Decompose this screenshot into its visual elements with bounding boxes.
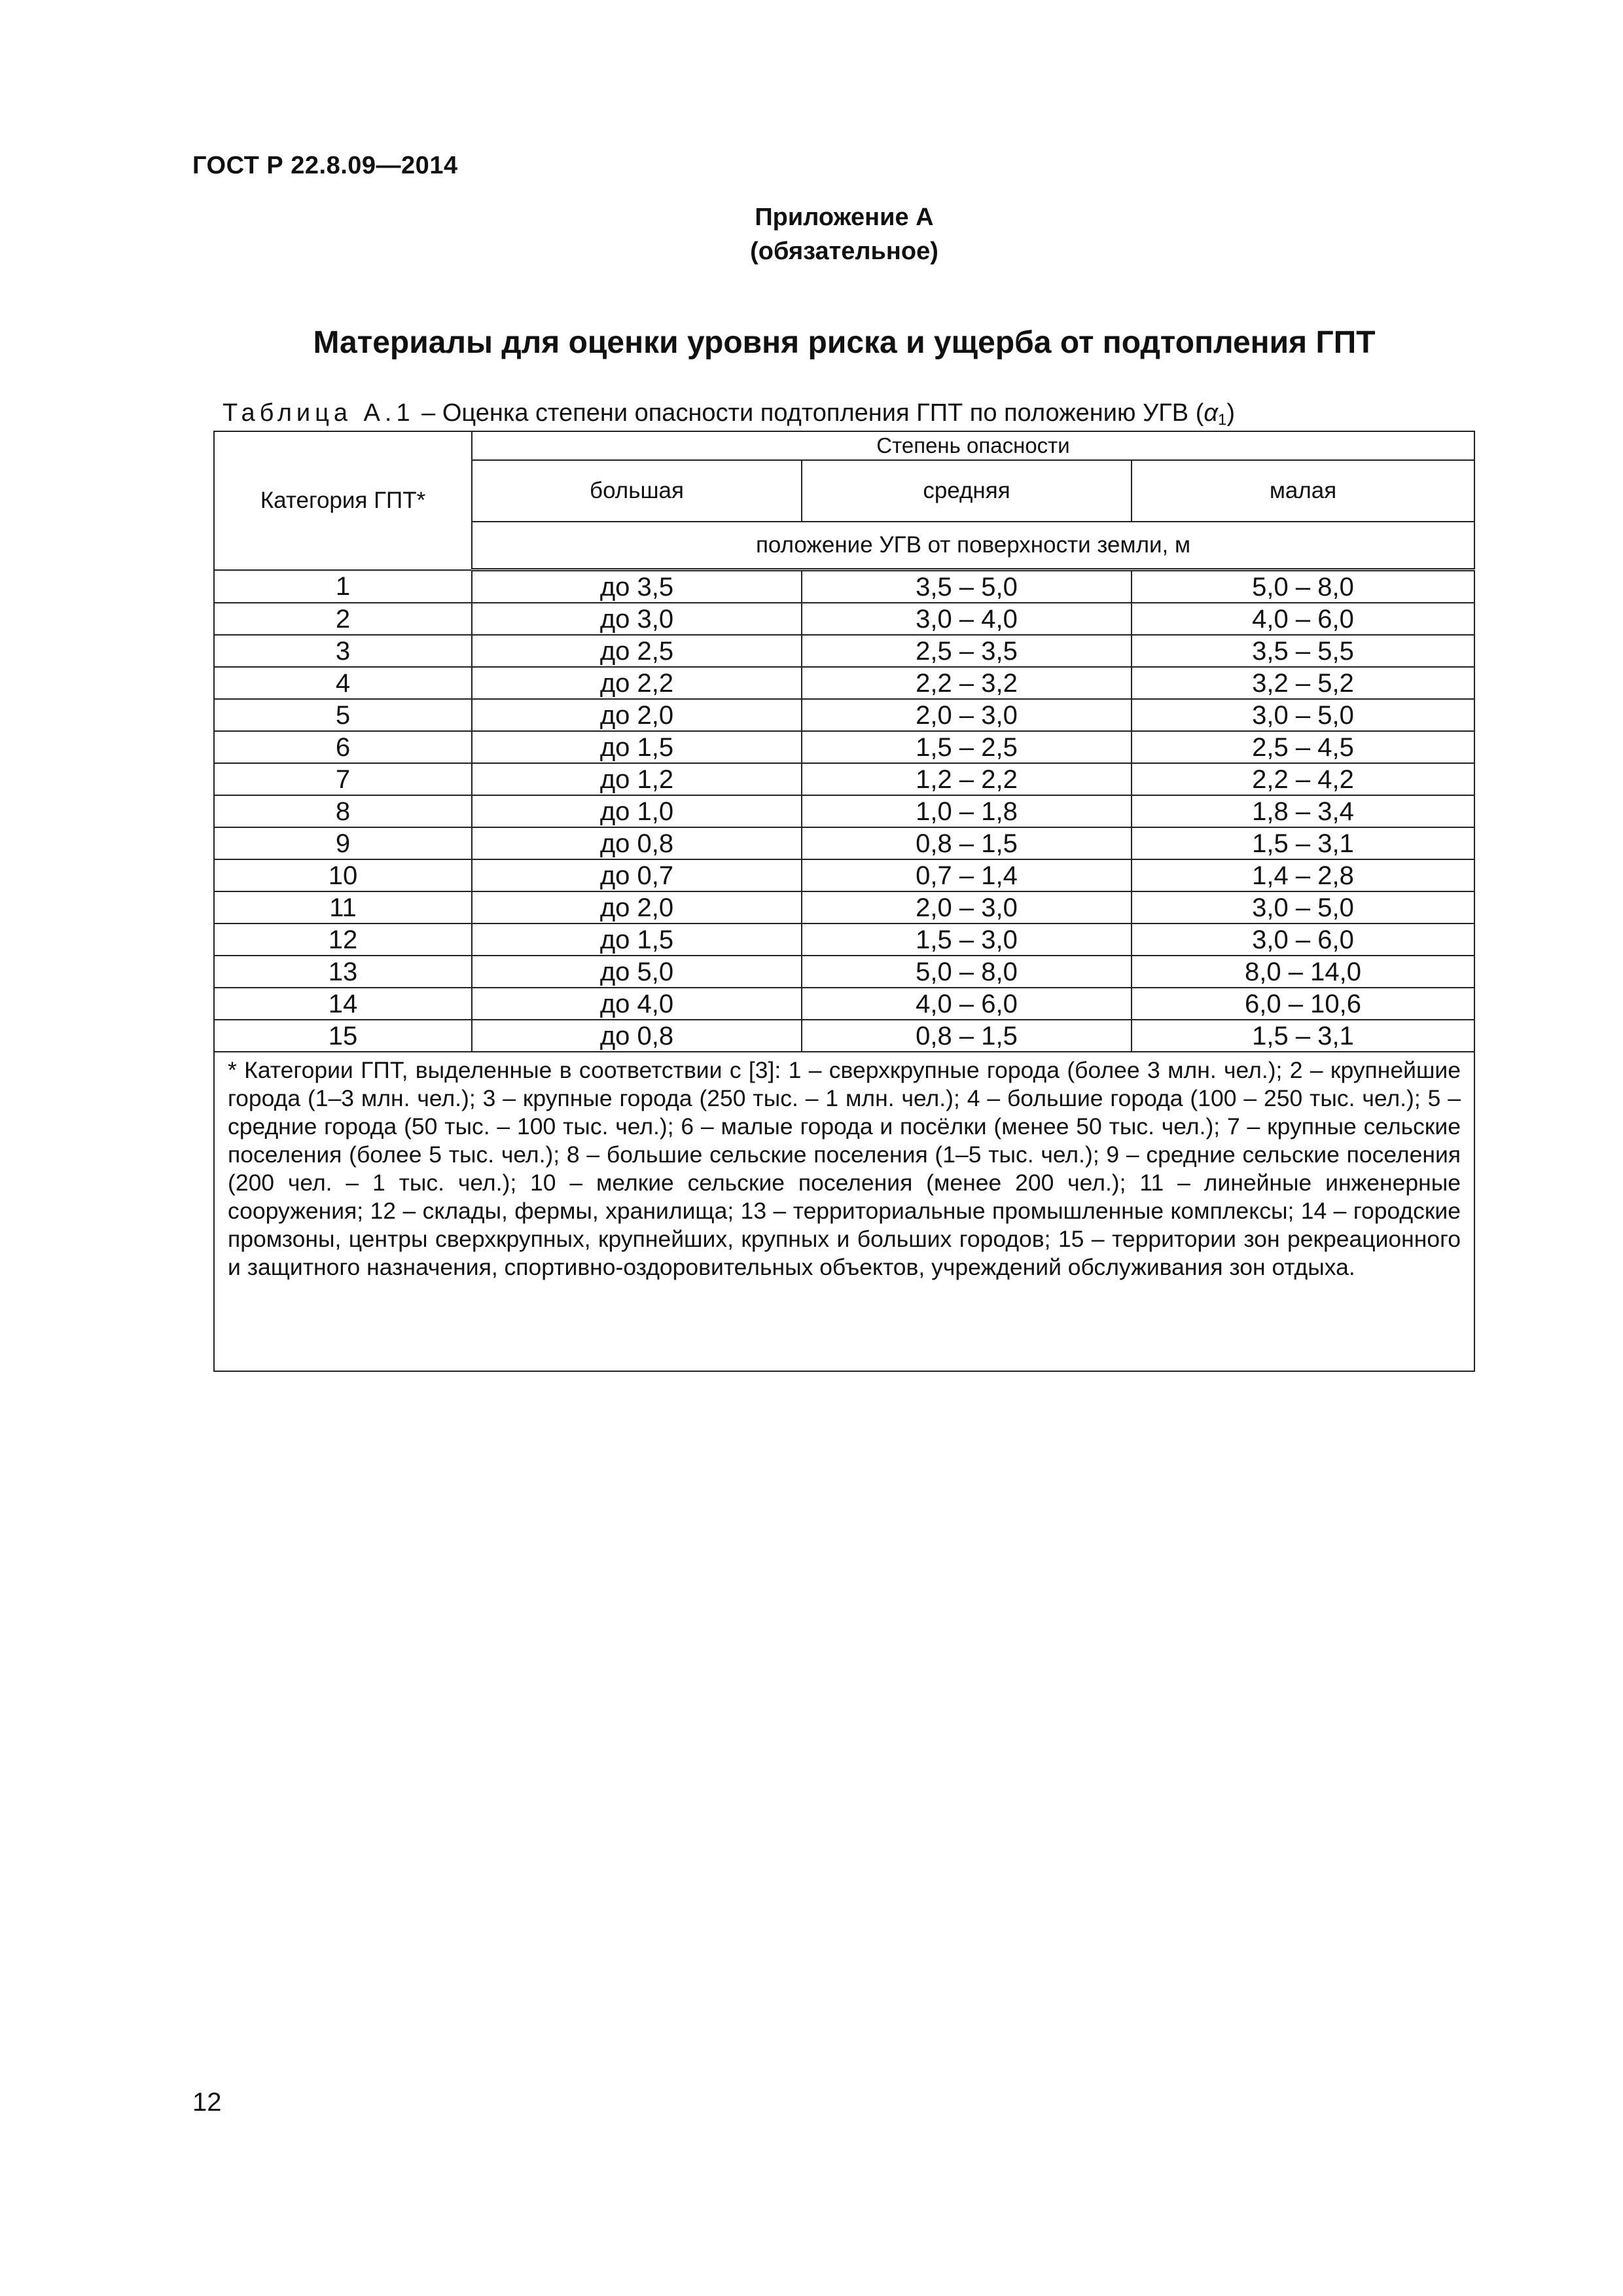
cell-high: до 2,5 [472,635,802,667]
table-row [214,988,1474,1020]
cell-low: 6,0 – 10,6 [1132,988,1474,1020]
cell-low: 1,5 – 3,1 [1132,827,1474,859]
cell-medium: 4,0 – 6,0 [802,988,1132,1020]
table-caption-prefix: Таблица А.1 [223,399,415,427]
cell-high: до 4,0 [472,988,802,1020]
table-body [214,570,1474,1052]
cell-low: 1,4 – 2,8 [1132,859,1474,891]
table-row [214,699,1474,731]
cell-high: до 2,0 [472,699,802,731]
cell-category: 3 [214,635,472,667]
header-danger-degree: Степень опасности [472,431,1474,460]
cell-category: 15 [214,1020,472,1052]
table-caption-text: – Оценка степени опасности подтопления ГПТ по положению УГВ ( [414,399,1204,427]
header-unit: положение УГВ от поверхности земли, м [472,522,1474,570]
cell-category: 5 [214,699,472,731]
cell-low: 3,0 – 5,0 [1132,891,1474,924]
cell-category: 1 [214,570,472,603]
cell-high: до 0,8 [472,1020,802,1052]
table-footnote: * Категории ГПТ, выделенные в соответствии с [3]: 1 – сверхкрупные города (более 3 млн. чел.); 2 – крупнейшие города (1–3 млн. чел.); 3 – крупные города (250 тыс. – 1 млн. чел.); 4 – большие города (100 – 250 тыс. чел.); 5 – средние города (50 тыс. – 100 тыс. чел.); 6 – малые города и посёлки (менее 50 тыс. чел.); 7 – крупные сельские поселения (более 5 тыс. чел.); 8 – большие сельские поселения (1–5 тыс. чел.); 9 – средние сельские поселения (200 чел. – 1 тыс. чел.); 10 – мелкие сельские поселения (менее 200 чел.); 11 – линейные инженерные сооружения; 12 – склады, фермы, хранилища; 13 – территориальные промышленные комплексы; 14 – городские промзоны, центры сверхкрупных, крупнейших, крупных и больших городов; 15 – территории зон рекреационного и защитного назначения, спортивно-оздоровительных объектов, учреждений обслуживания зон отдыха. [214,1052,1474,1371]
cell-category: 11 [214,891,472,924]
cell-category: 9 [214,827,472,859]
table-row [214,763,1474,795]
cell-low: 1,5 – 3,1 [1132,1020,1474,1052]
table-row [214,603,1474,635]
cell-medium: 3,0 – 4,0 [802,603,1132,635]
table-row [214,924,1474,956]
cell-medium: 2,0 – 3,0 [802,699,1132,731]
risk-assessment-table [213,431,1475,1372]
cell-high: до 0,7 [472,859,802,891]
cell-medium: 2,0 – 3,0 [802,891,1132,924]
cell-high: до 3,5 [472,570,802,603]
cell-high: до 5,0 [472,956,802,988]
header-level-medium: средняя [802,460,1132,522]
header-level-high: большая [472,460,802,522]
page-number: 12 [192,2088,222,2117]
cell-low: 2,2 – 4,2 [1132,763,1474,795]
section-title: Материалы для оценки уровня риска и ущерба от подтопления ГПТ [313,325,1376,360]
cell-medium: 0,7 – 1,4 [802,859,1132,891]
table-row [214,859,1474,891]
cell-category: 4 [214,667,472,699]
cell-medium: 0,8 – 1,5 [802,1020,1132,1052]
cell-low: 3,0 – 5,0 [1132,699,1474,731]
cell-medium: 2,2 – 3,2 [802,667,1132,699]
table-caption-close: ) [1226,399,1236,427]
cell-high: до 0,8 [472,827,802,859]
cell-low: 1,8 – 3,4 [1132,795,1474,827]
table-row [214,667,1474,699]
cell-low: 2,5 – 4,5 [1132,731,1474,763]
cell-high: до 2,2 [472,667,802,699]
cell-medium: 3,5 – 5,0 [802,570,1132,603]
cell-category: 14 [214,988,472,1020]
header-level-low: малая [1132,460,1474,522]
cell-low: 3,2 – 5,2 [1132,667,1474,699]
table-caption-symbol: α [1204,399,1219,427]
cell-category: 2 [214,603,472,635]
cell-high: до 3,0 [472,603,802,635]
cell-category: 8 [214,795,472,827]
cell-medium: 5,0 – 8,0 [802,956,1132,988]
cell-category: 7 [214,763,472,795]
table-row [214,827,1474,859]
cell-high: до 1,5 [472,924,802,956]
cell-medium: 1,5 – 3,0 [802,924,1132,956]
cell-medium: 1,2 – 2,2 [802,763,1132,795]
cell-high: до 1,0 [472,795,802,827]
table-row [214,731,1474,763]
cell-category: 13 [214,956,472,988]
cell-low: 5,0 – 8,0 [1132,570,1474,603]
cell-category: 12 [214,924,472,956]
table-row [214,795,1474,827]
table-row [214,1020,1474,1052]
table-row [214,570,1474,603]
cell-high: до 1,5 [472,731,802,763]
cell-low: 3,0 – 6,0 [1132,924,1474,956]
cell-low: 3,5 – 5,5 [1132,635,1474,667]
annex-status: (обязательное) [750,238,938,265]
cell-high: до 1,2 [472,763,802,795]
cell-medium: 1,5 – 2,5 [802,731,1132,763]
table-caption [223,399,1235,429]
cell-medium: 2,5 – 3,5 [802,635,1132,667]
cell-medium: 0,8 – 1,5 [802,827,1132,859]
table-row [214,635,1474,667]
table-caption-subscript: 1 [1218,411,1227,429]
table-row [214,891,1474,924]
cell-category: 6 [214,731,472,763]
cell-high: до 2,0 [472,891,802,924]
cell-medium: 1,0 – 1,8 [802,795,1132,827]
annex-title: Приложение А [755,204,934,231]
document-code: ГОСТ Р 22.8.09—2014 [192,152,458,179]
table-row [214,956,1474,988]
cell-low: 8,0 – 14,0 [1132,956,1474,988]
header-category: Категория ГПТ* [214,431,472,570]
cell-low: 4,0 – 6,0 [1132,603,1474,635]
cell-category: 10 [214,859,472,891]
